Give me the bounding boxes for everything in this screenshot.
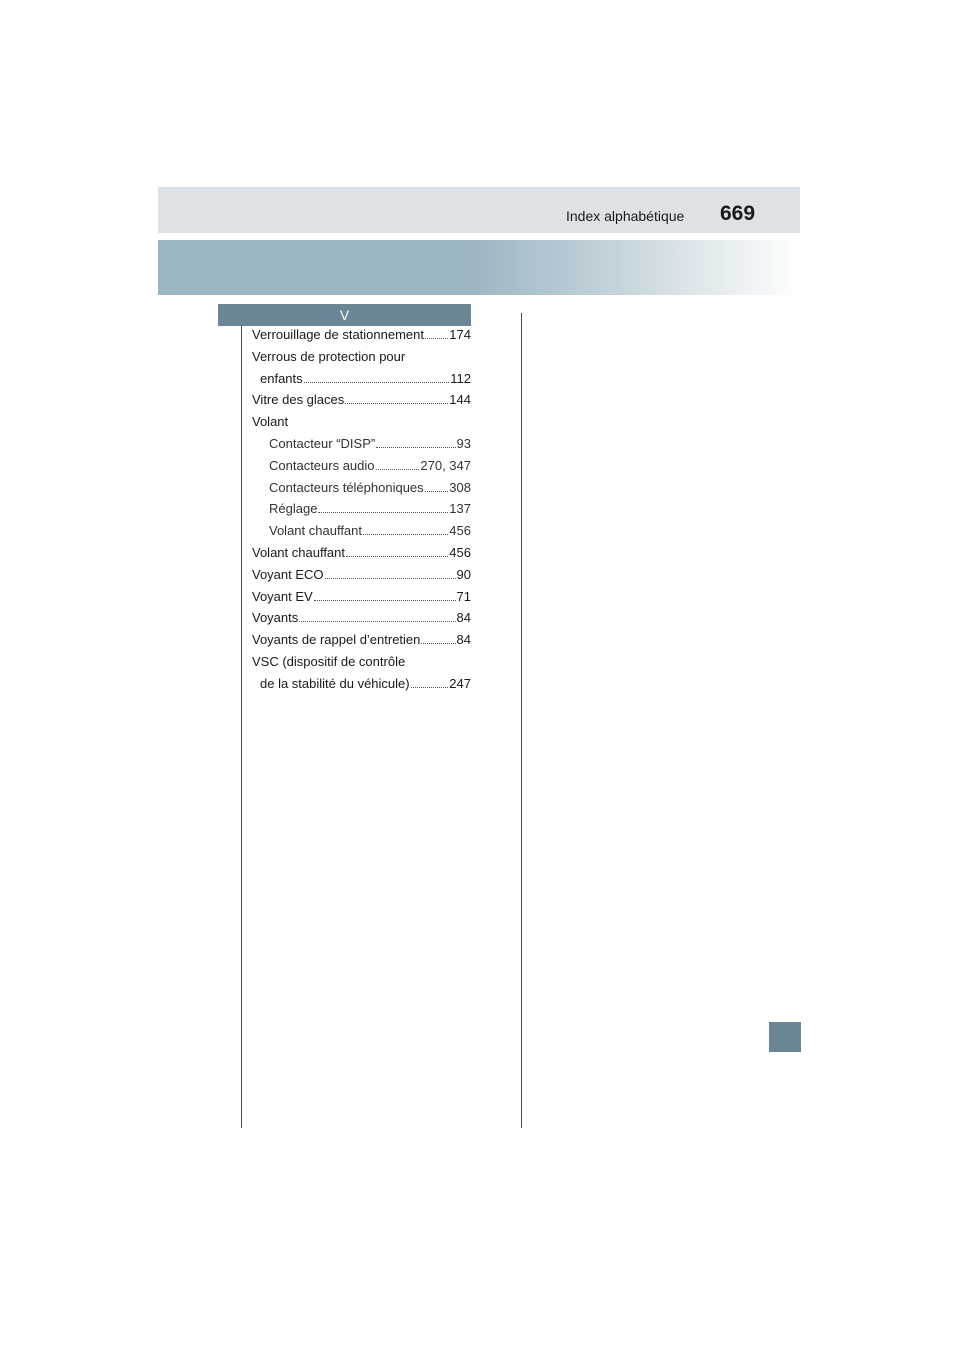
index-entry — [252, 458, 471, 480]
index-entry-page: 270, 347 — [420, 457, 471, 473]
index-entry-page: 137 — [449, 501, 471, 517]
index-entry-label: Vitre des glaces — [252, 392, 345, 408]
index-entry-page: 90 — [456, 566, 471, 582]
index-entry-page: 174 — [449, 327, 471, 342]
index-entry — [252, 349, 471, 371]
index-entry-label: Voyants — [252, 610, 299, 626]
section-letter-tab: V — [218, 304, 471, 326]
dot-leader — [376, 469, 420, 470]
index-entry-label: VSC (dispositif de contrôle — [252, 653, 406, 669]
index-entry — [252, 371, 471, 393]
dot-leader — [318, 512, 448, 513]
index-entry-label: Voyant ECO — [252, 566, 324, 582]
dot-leader — [425, 338, 448, 339]
index-entry — [252, 567, 471, 589]
index-entry-label: Verrous de protection pour — [252, 348, 406, 364]
index-entry-page: 144 — [449, 392, 471, 408]
index-entry-page: 308 — [449, 479, 471, 495]
index-entry-label: Verrouillage de stationnement — [252, 327, 425, 342]
index-entry-label: Contacteurs audio — [269, 457, 375, 473]
index-entry-page: 456 — [449, 523, 471, 539]
index-entry-page: 93 — [456, 435, 471, 451]
index-entry-list — [252, 327, 471, 698]
index-entry — [252, 414, 471, 436]
decorative-band — [158, 240, 800, 295]
dot-leader — [345, 403, 448, 404]
index-entry — [252, 632, 471, 654]
index-entry — [252, 523, 471, 545]
dot-leader — [314, 600, 456, 601]
index-entry — [252, 610, 471, 632]
dot-leader — [325, 578, 456, 579]
dot-leader — [411, 687, 449, 688]
index-entry — [252, 480, 471, 502]
page-number: 669 — [720, 202, 756, 225]
index-entry — [252, 327, 471, 349]
index-entry-page: 84 — [456, 632, 471, 648]
index-entry — [252, 545, 471, 567]
index-entry-label: Voyant EV — [252, 588, 313, 604]
header-bar — [158, 187, 800, 233]
dot-leader — [421, 643, 455, 644]
dot-leader — [299, 621, 455, 622]
dot-leader — [304, 382, 450, 383]
index-entry — [252, 676, 471, 698]
right-column-rule — [521, 313, 522, 1128]
index-entry-label: Contacteurs téléphoniques — [269, 479, 424, 495]
index-entry-page: 84 — [456, 610, 471, 626]
dot-leader — [363, 534, 448, 535]
index-entry-label: Réglage — [269, 501, 318, 517]
index-entry-page: 71 — [456, 588, 471, 604]
left-column-rule — [241, 313, 242, 1128]
index-entry — [252, 392, 471, 414]
dot-leader — [346, 556, 448, 557]
index-entry-label: de la stabilité du véhicule) — [260, 675, 410, 691]
index-entry-label: Voyants de rappel d’entretien — [252, 632, 421, 648]
index-entry-label: Volant chauffant — [252, 544, 346, 560]
dot-leader — [425, 491, 449, 492]
page-title: Index alphabétique — [566, 208, 685, 224]
index-entry-label: enfants — [260, 370, 303, 386]
thumb-index-tab — [769, 1022, 801, 1052]
index-entry-label: Contacteur “DISP” — [269, 435, 376, 451]
index-entry — [252, 501, 471, 523]
index-entry-label: Volant chauffant — [269, 523, 363, 539]
index-entry-page: 112 — [450, 370, 471, 386]
index-entry-page: 456 — [449, 544, 471, 560]
dot-leader — [376, 447, 455, 448]
index-entry — [252, 436, 471, 458]
index-entry-label: Volant — [252, 414, 289, 430]
index-entry-page: 247 — [449, 675, 471, 691]
index-entry — [252, 654, 471, 676]
index-entry — [252, 589, 471, 611]
